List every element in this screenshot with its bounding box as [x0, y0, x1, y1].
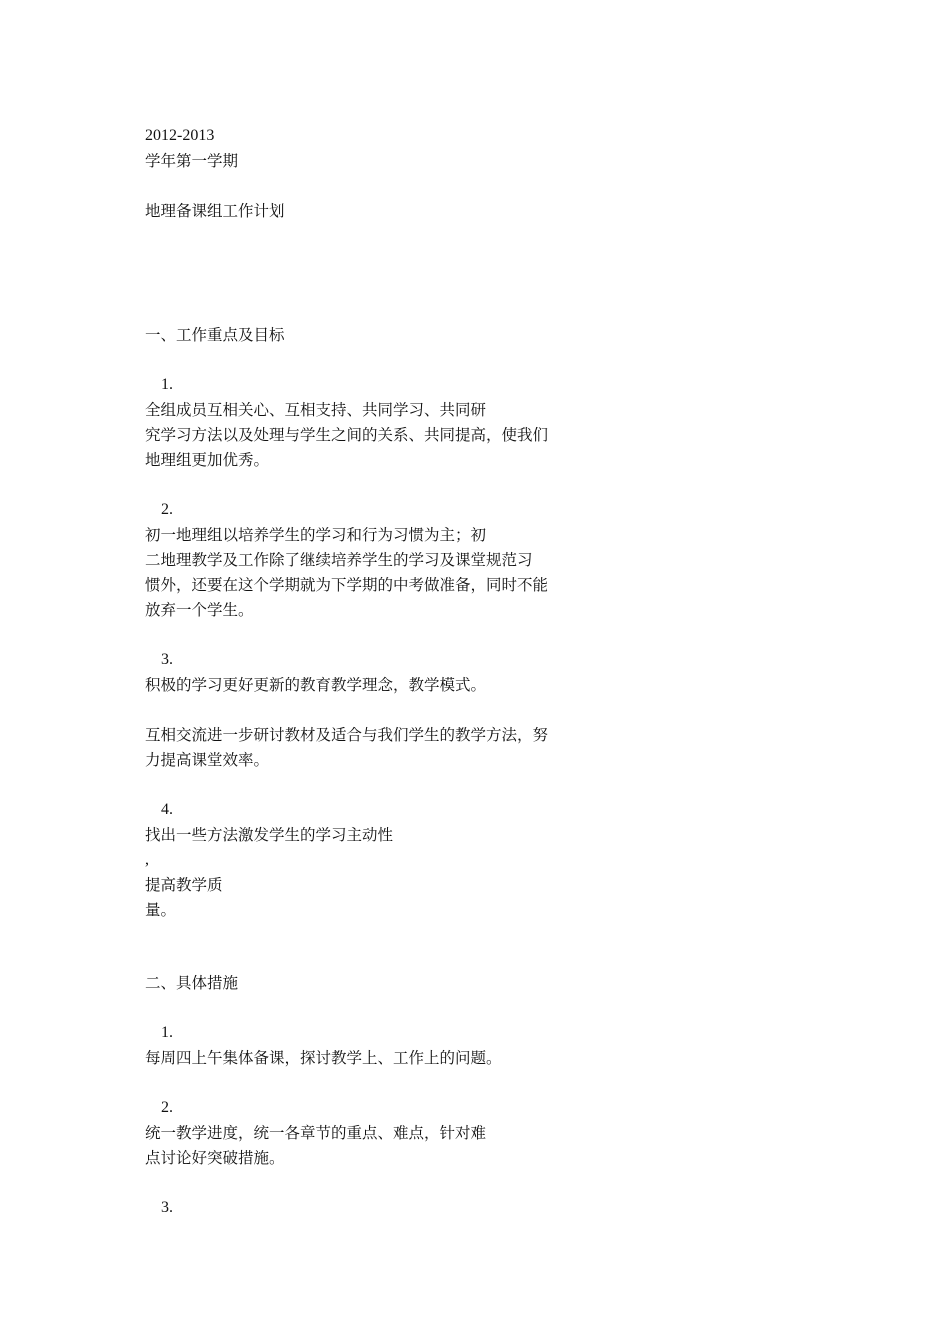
item-number: 3.: [161, 1199, 173, 1216]
section-heading-goals: 一、工作重点及目标: [145, 326, 285, 344]
item-text-line: 二地理教学及工作除了继续培养学生的学习及课堂规范习: [145, 551, 533, 569]
item-text-line: 放弃一个学生。: [145, 601, 254, 619]
document-title: 地理备课组工作计划: [145, 202, 285, 220]
item-number: 2.: [161, 501, 173, 518]
item-number: 1.: [161, 376, 173, 393]
item-text-line: 地理组更加优秀。: [145, 451, 270, 469]
item-text-line: 全组成员互相关心、互相支持、共同学习、共同研: [145, 401, 487, 419]
item-text-line: 互相交流进一步研讨教材及适合与我们学生的教学方法，努: [145, 726, 549, 744]
item-text-line: 找出一些方法激发学生的学习主动性: [145, 826, 394, 844]
item-text-line: 量。: [145, 901, 177, 919]
item-number: 4.: [161, 801, 173, 818]
item-text-line: 力提高课堂效率。: [145, 751, 270, 769]
item-number: 1.: [161, 1024, 173, 1041]
item-text-line: 究学习方法以及处理与学生之间的关系、共同提高，使我们: [145, 426, 549, 444]
item-text-line: 点讨论好突破措施。: [145, 1149, 285, 1167]
item-text-line: ,: [145, 851, 149, 868]
item-text-line: 统一教学进度，统一各章节的重点、难点，针对难: [145, 1124, 487, 1142]
item-text-line: 积极的学习更好更新的教育教学理念，教学模式。: [145, 676, 487, 694]
school-year: 2012-2013: [145, 127, 215, 144]
term-label: 学年第一学期: [145, 152, 239, 170]
item-text-line: 惯外，还要在这个学期就为下学期的中考做准备，同时不能: [145, 576, 549, 594]
item-number: 2.: [161, 1099, 173, 1116]
item-text-line: 每周四上午集体备课，探讨教学上、工作上的问题。: [145, 1049, 502, 1067]
item-number: 3.: [161, 651, 173, 668]
item-text-line: 提高教学质: [145, 876, 223, 894]
section-heading-measures: 二、具体措施: [145, 974, 239, 992]
item-text-line: 初一地理组以培养学生的学习和行为习惯为主；初: [145, 526, 487, 544]
